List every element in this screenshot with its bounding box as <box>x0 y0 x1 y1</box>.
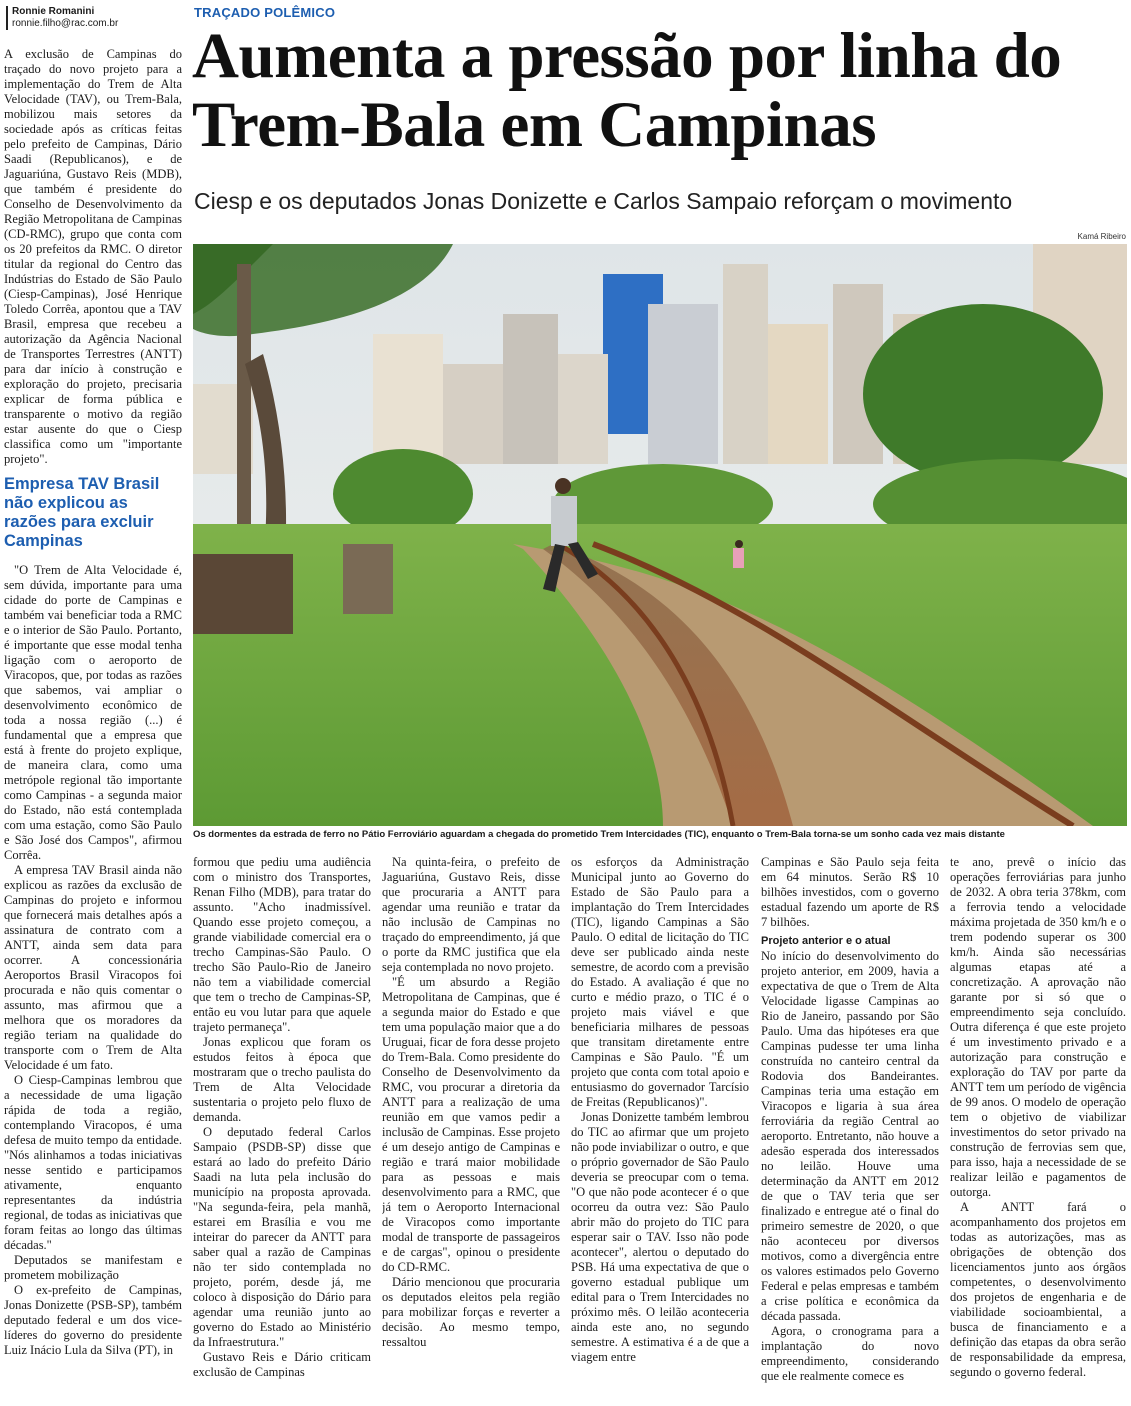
headline: Aumenta a pressão por linha do Trem-Bala em Campinas <box>192 20 1062 161</box>
paragraph: A exclusão de Campinas do traçado do novo projeto para a implementação do Trem de Alta Velocidade (TAV), ou Trem-Bala, mobilizou mais setores da sociedade após as críticas feitas pelo prefeito de Campinas, Dário Saadi (Republicanos), e de Jaguariúna, Gustavo Reis (MDB), que também é presidente do Conselho de Desenvolvimento da Região Metropolitana de Campinas (CD-RMC), grupo que conta com os 20 prefeitos da RMC. O diretor titular da regional do Centro das Indústrias do Estado de São Paulo (Ciesp-Campinas), José Henrique Toledo Corrêa, apontou que a TAV Brasil, empresa que recebeu a autorização da Agência Nacional de Transportes Terrestres (ANTT) para dar início à construção e exploração do projeto, precisaria explicar de forma pública e transparente o motivo da região estar ausente do que o Ciesp classifica como um "importante projeto". <box>4 47 182 466</box>
byline-author: Ronnie Romanini <box>12 6 95 17</box>
article-column-4 <box>571 855 749 1403</box>
paragraph: Agora, o cronograma para a implantação do novo empreendimento, considerando que ele realmente comece es <box>761 1324 939 1383</box>
paragraph: Gustavo Reis e Dário criticam exclusão de Campinas <box>193 1350 371 1379</box>
article-column-2 <box>193 855 371 1403</box>
section-kicker: TRAÇADO POLÊMICO <box>194 5 336 20</box>
paragraph: te ano, prevê o início das operações ferroviárias para junho de 2032. A obra teria 378km, com a ferrovia tendo a velocidade máxima projetada de 350 km/h e o trem podendo superar os 300 km/h. Ainda são necessárias algumas etapas até a concretização. A aprovação não garante por si só que o empreendimento seja concluído. Outra diferença é que este projeto é um investimento privado e a autorização para construção e exploração do TAV por parte da ANTT tem um período de vigência de 99 anos. O modelo de operação tem o objetivo de viabilizar investimentos do setor privado na construção de ferrovias sem que, para isso, haja a necessidade de se realizar leilão e pagamentos de outorga. <box>950 855 1126 1199</box>
photo-caption: Os dormentes da estrada de ferro no Pátio Ferroviário aguardam a chegada do prometido Trem Intercidades (TIC), enquanto o Trem-Bala torna-se um sonho cada vez mais distante <box>193 829 1005 840</box>
section-heading: Projeto anterior e o atual <box>761 935 891 947</box>
article-column-1 <box>4 47 182 1402</box>
paragraph: O ex-prefeito de Campinas, Jonas Donizette (PSB-SP), também deputado federal e um dos vice-líderes do governo do presidente Luiz Inácio Lula da Silva (PT), in <box>4 1283 182 1357</box>
paragraph: formou que pediu uma audiência com o ministro dos Transportes, Renan Filho (MDB), para tratar do assunto. "Acho inadmissível. Quando esse projeto começou, a grande viabilidade comercial era o trecho Campinas-São Paulo. O trecho São Paulo-Rio de Janeiro não tem a viabilidade comercial que tem o trecho de Campinas-SP, então eu vou lutar para que aquele trajeto permaneça". <box>193 855 371 1034</box>
paragraph: Jonas explicou que foram os estudos feitos à época que mostraram que o trecho paulista do Trem de Alta Velocidade sustentaria o projeto pelo fluxo de demanda. <box>193 1035 371 1124</box>
paragraph: A ANTT fará o acompanhamento dos projetos em todas as autorizações, mas as obrigações de obtenção dos licenciamentos junto aos órgãos competentes, o desenvolvimento dos projetos de engenharia e de viabilidade socioambiental, a busca de financiamento e a definição das etapas da obra serão de responsabilidade da empresa, segundo o governo federal. <box>950 1200 1126 1379</box>
paragraph: Campinas e São Paulo seja feita em 64 minutos. Serão R$ 10 bilhões investidos, com o governo estadual fazendo um aporte de R$ 7 bilhões. <box>761 855 939 929</box>
article-column-3 <box>382 855 560 1403</box>
paragraph: Dário mencionou que procuraria os deputados eleitos pela região para mobilizar forças e reverter a decisão. Ao mesmo tempo, ressaltou <box>382 1275 560 1349</box>
paragraph: Jonas Donizette também lembrou do TIC ao afirmar que um projeto não pode inviabilizar o outro, e que o próprio governador de São Paulo deveria se preocupar com o tema. "O que não pode acontecer é o que ocorreu da outra vez: São Paulo abrir mão do projeto do TIC para esperar sair o TAV. Isso não pode acontecer", alertou o deputado do PSB. Há uma expectativa de que o governo estadual publique um edital para o Trem Intercidades no próximo mês. O leilão aconteceria ainda este ano, no segundo semestre. A estimativa é a de que a viagem entre <box>571 1110 749 1364</box>
article-column-6 <box>950 855 1126 1403</box>
paragraph: O Ciesp-Campinas lembrou que a necessidade de uma ligação rápida de toda a região, contemplando Viracopos, é uma defesa de muito tempo da entidade. "Nós alinhamos a todas iniciativas nesse sentido e participamos ativamente, enquanto representantes da indústria regional, de todas as iniciativas que foram feitas ao longo das últimas décadas." <box>4 1073 182 1252</box>
paragraph: No início do desenvolvimento do projeto anterior, em 2009, havia a expectativa de que o Trem de Alta Velocidade ligasse Campinas ao Rio de Janeiro, passando por São Paulo. Uma das hipóteses era que Campinas pudesse ter uma linha construída no canteiro central da Rodovia dos Bandeirantes. Campinas teria uma estação em Viracopos e ligaria à sua área ferroviária da região Central ao aeroporto. Entretanto, não houve a adesão esperada dos interessados no leilão. Houve uma determinação da ANTT em 2012 de que o TAV teria que ser finalizado e entregue até o final do primeiro semestre de 2020, o que não aconteceu por diversos motivos, como a divergência entre os valores estimados pelo Governo Federal e pelas empresas e também a crise política e econômica da década passada. <box>761 949 939 1323</box>
paragraph: Deputados se manifestam e prometem mobilização <box>4 1253 182 1282</box>
paragraph: os esforços da Administração Municipal junto ao Governo do Estado de São Paulo para a implantação do Trem Intercidades (TIC), ligando Campinas a São Paulo. O edital de licitação do TIC deve ser publicado ainda neste semestre, de acordo com a previsão do Estado. A avaliação é que no curto e médio prazo, o TIC é o projeto mais viável e que beneficiaria milhares de pessoas que transitam diretamente entre Campinas e São Paulo. "É um projeto que conta com total apoio e entusiasmo do governador Tarcísio de Freitas (Republicanos)". <box>571 855 749 1109</box>
subheadline: Ciesp e os deputados Jonas Donizette e Carlos Sampaio reforçam o movimento <box>194 188 1013 214</box>
byline <box>6 6 118 30</box>
paragraph: A empresa TAV Brasil ainda não explicou as razões da exclusão de Campinas do projeto e informou que fornecerá mais detalhes após a assinatura de contrato com a ANTT, ainda sem data para ocorrer. A concessionária Aeroportos Brasil Viracopos foi procurada e não quis comentar o assunto, mas afirmou que a melhora que os moradores da região teriam na qualidade do transporte com o Trem de Alta Velocidade é um fato. <box>4 863 182 1072</box>
paragraph: "O Trem de Alta Velocidade é, sem dúvida, importante para uma cidade do porte de Campinas e também vai beneficiar toda a RMC e o interior de São Paulo. Portanto, é importante que esse modal tenha ligação com o aeroporto de Viracopos, que, por todas as razões que sabemos, vai ampliar o desenvolvimento econômico de toda a nossa região (...) é fundamental que a empresa que está à frente do projeto explique, de maneira clara, como uma metrópole regional tão importante como Campinas - a segunda maior do Estado, não está contemplada com uma estação, como São Paulo e São José dos Campos", afirmou Corrêa. <box>4 563 182 862</box>
paragraph: "É um absurdo a Região Metropolitana de Campinas, que é a segunda maior do Estado e que tem uma população maior que a do Uruguai, ficar de fora desse projeto do Trem-Bala. Como presidente do Conselho de Desenvolvimento da RMC, vou procurar a diretoria da ANTT para a realização de uma reunião em que vamos pedir a inclusão de Campinas. Esse projeto é um desejo antigo de Campinas e região e trará maior mobilidade para as pessoas e mais desenvolvimento para a RMC, que já tem o Aeroporto Internacional de Viracopos como importante modal de transporte de passageiros e de cargas", opinou o presidente do CD-RMC. <box>382 975 560 1274</box>
photo-credit: Kamá Ribeiro <box>1077 232 1126 241</box>
intertitle: Empresa TAV Brasil não explicou as razões para excluir Campinas <box>4 475 160 550</box>
article-column-5 <box>761 855 939 1403</box>
byline-email[interactable]: ronnie.filho@rac.com.br <box>12 18 119 29</box>
paragraph: O deputado federal Carlos Sampaio (PSDB-SP) disse que estará ao lado do prefeito Dário Saadi na luta pela inclusão do município na proposta aprovada. "Na segunda-feira, pela manhã, estarei em Brasília e vou me inteirar do parecer da ANTT para saber qual a razão de Campinas não ter sido contemplada no projeto, porém, desde já, me coloco à disposição do Dário para agendar uma reunião junto ao governo do Estado ao Ministério da Infraestrutura." <box>193 1125 371 1349</box>
paragraph: Na quinta-feira, o prefeito de Jaguariúna, Gustavo Reis, disse que procuraria a ANTT para agendar uma reunião e tratar da não inclusão de Campinas no traçado do empreendimento, já que o porte da RMC justifica que ela seja contemplada no novo projeto. <box>382 855 560 974</box>
article-photo <box>193 244 1127 826</box>
